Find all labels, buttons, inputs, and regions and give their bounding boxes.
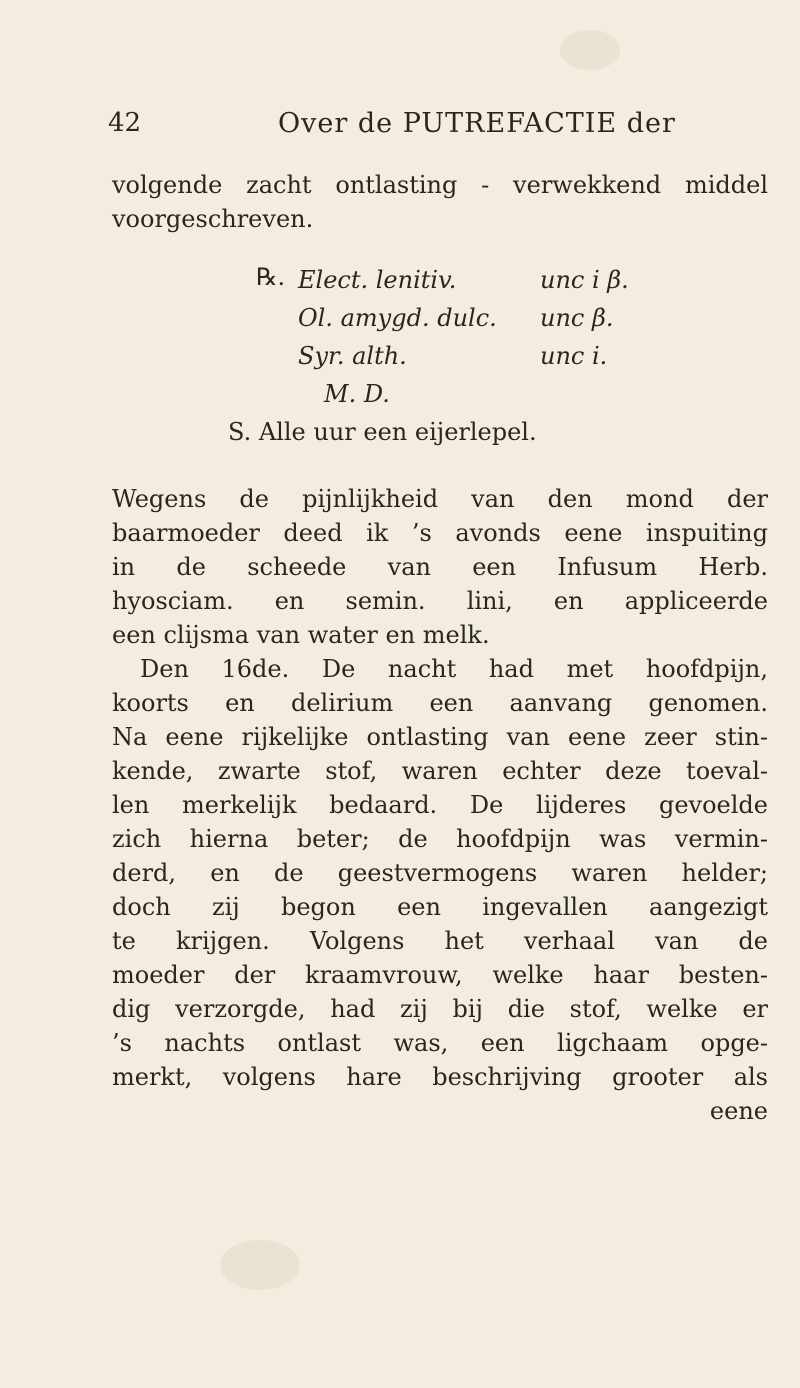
text-line: voorgeschreven. <box>112 205 314 233</box>
ingredient-quantity: unc i. <box>540 342 608 370</box>
text-line: baarmoeder deed ik ’s avonds eene inspuiting <box>112 519 768 547</box>
text-line: merkt, volgens hare beschrijving grooter als <box>112 1063 768 1091</box>
ingredient-name: M. D. <box>324 380 390 408</box>
text-line: Na eene rijkelijke ontlasting van eene zeer stin- <box>112 723 768 751</box>
text-line: Den 16de. De nacht had met hoofdpijn, <box>140 655 768 683</box>
text-line: dig verzorgde, had zij bij die stof, welke er <box>112 995 768 1023</box>
text-line: derd, en de geestvermogens waren helder; <box>112 859 768 887</box>
ingredient-quantity: unc i β. <box>540 266 629 294</box>
paper-stain <box>220 1240 300 1290</box>
text-line: in de scheede van een Infusum Herb. <box>112 553 768 581</box>
page-header <box>108 108 768 152</box>
ingredient-name: Syr. alth. <box>298 342 407 370</box>
text-line: hyosciam. en semin. lini, en appliceerde <box>112 587 768 615</box>
running-title: Over de PUTREFACTIE der <box>278 108 676 139</box>
ingredient-name: Elect. lenitiv. <box>298 266 457 294</box>
recipe-signature: S. Alle uur een eijerlepel. <box>228 418 537 446</box>
text-line: len merkelijk bedaard. De lijderes gevoelde <box>112 791 768 819</box>
text-line: een clijsma van water en melk. <box>112 621 490 649</box>
text-line: kende, zwarte stof, waren echter deze toeval- <box>112 757 768 785</box>
catchword: eene <box>709 1097 768 1125</box>
paper-stain <box>560 30 620 70</box>
page-number: 42 <box>108 108 142 138</box>
text-line: Wegens de pijnlijkheid van den mond der <box>112 485 768 513</box>
text-line: volgende zacht ontlasting - verwekkend middel <box>112 171 768 199</box>
text-line: zich hierna beter; de hoofdpijn was vermin- <box>112 825 768 853</box>
recipe-symbol: ℞. <box>256 263 286 291</box>
text-line: koorts en delirium een aanvang genomen. <box>112 689 768 717</box>
ingredient-name: Ol. amygd. dulc. <box>298 304 497 332</box>
text-line: moeder der kraamvrouw, welke haar besten- <box>112 961 768 989</box>
text-line: te krijgen. Volgens het verhaal van de <box>112 927 768 955</box>
ingredient-quantity: unc β. <box>540 304 614 332</box>
text-line: doch zij begon een ingevallen aangezigt <box>112 893 768 921</box>
text-line: ’s nachts ontlast was, een ligchaam opge- <box>112 1029 768 1057</box>
